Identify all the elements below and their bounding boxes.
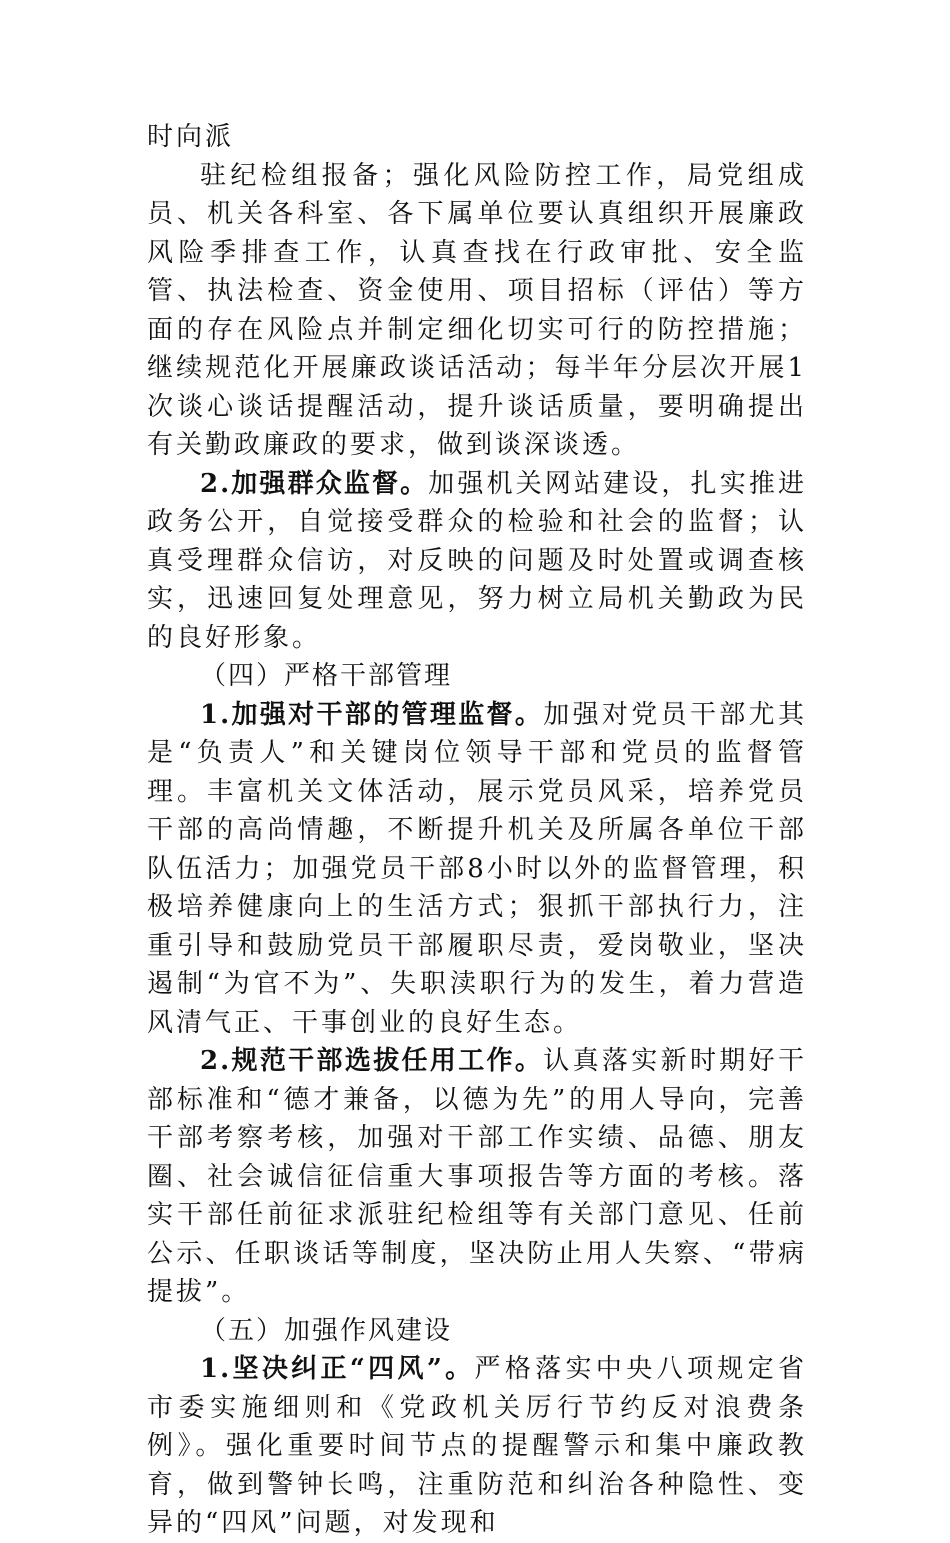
section-heading-four <box>147 657 807 696</box>
document-page <box>147 118 807 1543</box>
body-paragraph-public-supervision <box>147 465 807 658</box>
paragraph-text: 驻纪检组报备；强化风险防控工作，局党组成员、机关各科室、各下属单位要认真组织开展廉政风险季排查工作，认真查找在行政审批、安全监管、执法检查、资金使用、项目招标（评估）等方面的存在风险点并制定细化切实可行的防控措施；继续规范化开展廉政谈话活动；每半年分层次开展1次谈心谈话提醒活动，提升谈话质量，要明确提出有关勤政廉政的要求，做到谈深谈透。 <box>147 160 807 460</box>
section-heading-text: （四）严格干部管理 <box>200 661 453 691</box>
paragraph-lead: 2.规范干部选拔任用工作。 <box>200 1046 544 1076</box>
section-heading-five <box>147 1312 807 1351</box>
section-heading-text: （五）加强作风建设 <box>200 1315 453 1346</box>
paragraph-text: 加强对党员干部尤其是“负责人”和关键岗位领导干部和党员的监督管理。丰富机关文体活动，展示党员风采，培养党员干部的高尚情趣，不断提升机关及所属各单位干部队伍活力；加强党员干部8小时以外的监督管理，积极培养健康向上的生活方式；狠抓干部执行力，注重引导和鼓励党员干部履职尽责，爱岗敬业，坚决遏制“为官不为”、失职渎职行为的发生，着力营造风清气正、干事创业的良好生态。 <box>147 699 807 1038</box>
paragraph-text: 加强机关网站建设，扎实推进政务公开，自觉接受群众的检验和社会的监督；认真受理群众信访，对反映的问题及时处置或调查核实，迅速回复处理意见，努力树立局机关勤政为民的良好形象。 <box>147 468 807 653</box>
paragraph-text: 严格落实中央八项规定省市委实施细则和《党政机关厉行节约反对浪费条例》。强化重要时间节点的提醒警示和集中廉政教育，做到警钟长鸣，注重防范和纠治各种隐性、变异的“四风”问题，对发现和 <box>147 1354 807 1538</box>
paragraph-text: 时向派 <box>147 122 235 152</box>
body-paragraph-risk-control <box>147 157 807 465</box>
body-paragraph-four-winds <box>147 1350 807 1543</box>
continuation-paragraph <box>147 118 807 157</box>
body-paragraph-cadre-supervision <box>147 696 807 1043</box>
paragraph-lead: 2.加强群众监督。 <box>200 468 429 499</box>
paragraph-lead: 1.加强对干部的管理监督。 <box>200 699 544 730</box>
body-paragraph-cadre-selection <box>147 1042 807 1312</box>
paragraph-text: 认真落实新时期好干部标准和“德才兼备，以德为先”的用人导向，完善干部考察考核，加强对干部工作实绩、品德、朋友圈、社会诚信征信重大事项报告等方面的考核。落实干部任前征求派驻纪检组等有关部门意见、任前公示、任职谈话等制度，坚决防止用人失察、“带病提拔”。 <box>147 1046 807 1307</box>
paragraph-lead: 1.坚决纠正“四风”。 <box>200 1354 475 1384</box>
